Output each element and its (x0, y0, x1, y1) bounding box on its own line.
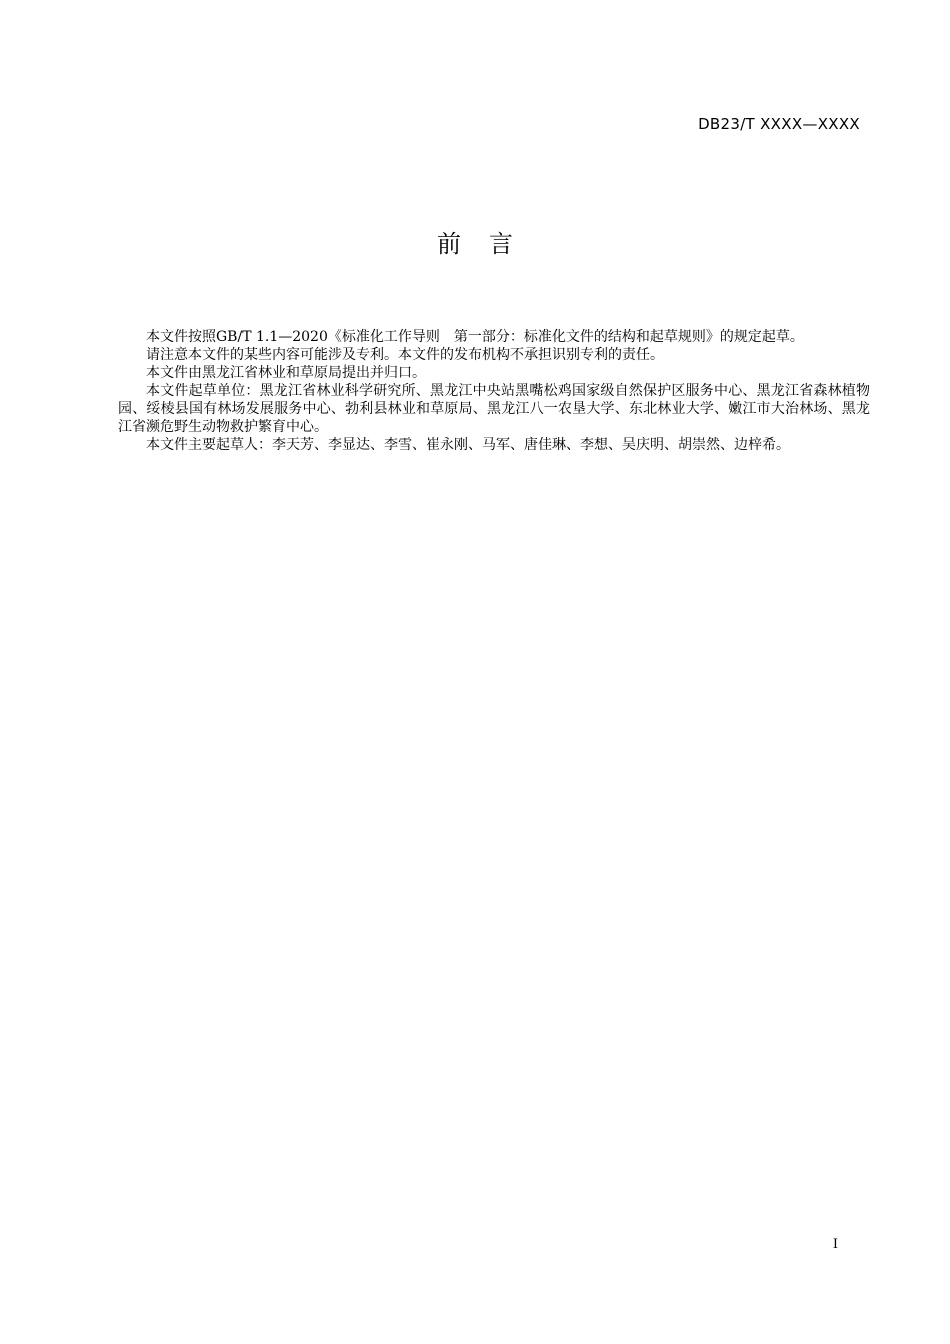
paragraph-patent-notice: 请注意本文件的某些内容可能涉及专利。本文件的发布机构不承担识别专利的责任。 (146, 347, 664, 363)
paragraph-proposer: 本文件由黑龙江省林业和草原局提出并归口。 (146, 365, 426, 381)
section-title-char-2: 言 (489, 230, 513, 258)
page-number: I (832, 1237, 838, 1252)
document-code: DB23/T XXXX—XXXX (698, 115, 860, 133)
section-title-char-1: 前 (437, 230, 461, 258)
section-title (0, 228, 950, 260)
foreword-body (118, 328, 870, 454)
paragraph-drafting-basis: 本文件按照GB/T 1.1—2020《标准化工作导则 第一部分：标准化文件的结构和起草规则》的规定起草。 (146, 329, 804, 345)
paragraph-drafting-units: 本文件起草单位：黑龙江省林业科学研究所、黑龙江中央站黑嘴松鸡国家级自然保护区服务中心、黑龙江省森林植物园、绥棱县国有林场发展服务中心、勃利县林业和草原局、黑龙江八一农垦大学、东北林业大学、嫩江市大治林场、黑龙江省濒危野生动物救护繁育中心。 (118, 383, 870, 435)
paragraph-drafters: 本文件主要起草人：李天芳、李显达、李雪、崔永刚、马军、唐佳琳、李想、吴庆明、胡崇然、边梓希。 (146, 437, 790, 453)
